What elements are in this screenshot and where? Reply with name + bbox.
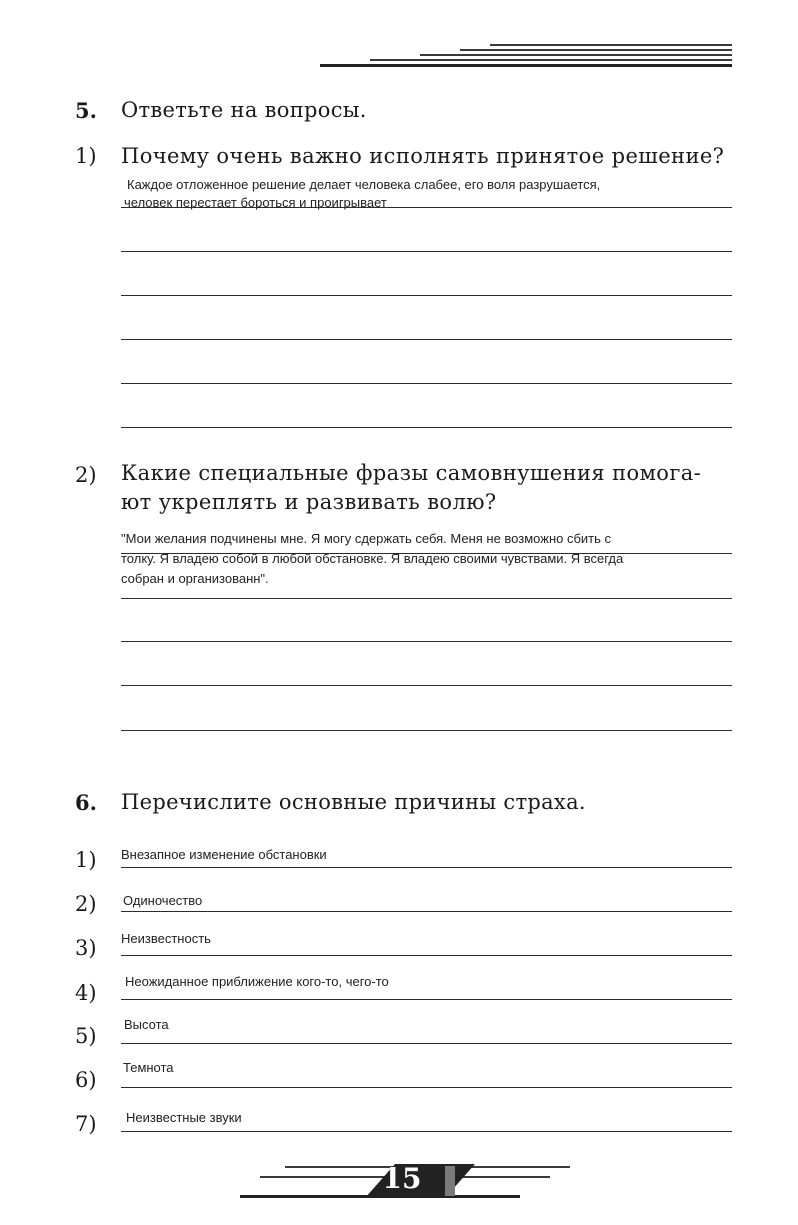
fear-item-number-2: 2) [75, 892, 97, 916]
fear-item-number-4: 4) [75, 981, 97, 1005]
fear-item-number-5: 5) [75, 1024, 97, 1048]
answer-rule [121, 1131, 732, 1132]
answer-rule [121, 251, 732, 252]
task5-title: Ответьте на вопросы. [121, 98, 367, 122]
fear-item-answer-3: Неизвестность [121, 931, 211, 946]
question2-answer-line-1: "Мои желания подчинены мне. Я могу сдержать себя. Меня не возможно сбить с [121, 531, 612, 546]
answer-rule [121, 427, 732, 428]
fear-item-answer-2: Одиночество [123, 893, 203, 908]
task6-title: Перечислите основные причины страха. [121, 790, 586, 814]
task5-number: 5. [75, 98, 97, 123]
answer-rule [121, 999, 732, 1000]
header-decoration [320, 44, 732, 68]
question1-answer-line-2: человек перестает бороться и проигрывает [124, 195, 387, 210]
question2-number: 2) [75, 463, 97, 487]
answer-rule [121, 598, 732, 599]
answer-rule [121, 1087, 732, 1088]
question1-text: Почему очень важно исполнять принятое решение? [121, 144, 725, 168]
question1-answer-line-1: Каждое отложенное решение делает человека слабее, его воля разрушается, [127, 177, 601, 192]
answer-rule [121, 383, 732, 384]
fear-item-number-1: 1) [75, 848, 97, 872]
page-number: 15 [382, 1162, 422, 1195]
fear-item-answer-4: Неожиданное приближение кого-то, чего-то [125, 974, 389, 989]
answer-rule [121, 339, 732, 340]
answer-rule [121, 730, 732, 731]
answer-rule [121, 867, 732, 868]
question2-answer-line-2: толку. Я владею собой в любой обстановке. Я владею своими чувствами. Я всегда [121, 551, 624, 566]
fear-item-number-6: 6) [75, 1068, 97, 1092]
fear-item-number-7: 7) [75, 1112, 97, 1136]
question2-text-line-2: ют укреплять и развивать волю? [121, 490, 497, 514]
answer-rule [121, 295, 732, 296]
answer-rule [121, 685, 732, 686]
fear-item-answer-1: Внезапное изменение обстановки [121, 847, 327, 862]
fear-item-answer-7: Неизвестные звуки [126, 1110, 242, 1125]
fear-item-number-3: 3) [75, 936, 97, 960]
question2-answer-line-3: собран и организованн". [121, 571, 269, 586]
answer-rule [121, 207, 732, 208]
fear-item-answer-6: Темнота [123, 1060, 174, 1075]
answer-rule [121, 553, 732, 554]
answer-rule [121, 955, 732, 956]
question2-text-line-1: Какие специальные фразы самовнушения помога- [121, 461, 702, 485]
answer-rule [121, 911, 732, 912]
answer-rule [121, 641, 732, 642]
fear-item-answer-5: Высота [124, 1017, 169, 1032]
question1-number: 1) [75, 144, 97, 168]
answer-rule [121, 1043, 732, 1044]
task6-number: 6. [75, 790, 97, 815]
